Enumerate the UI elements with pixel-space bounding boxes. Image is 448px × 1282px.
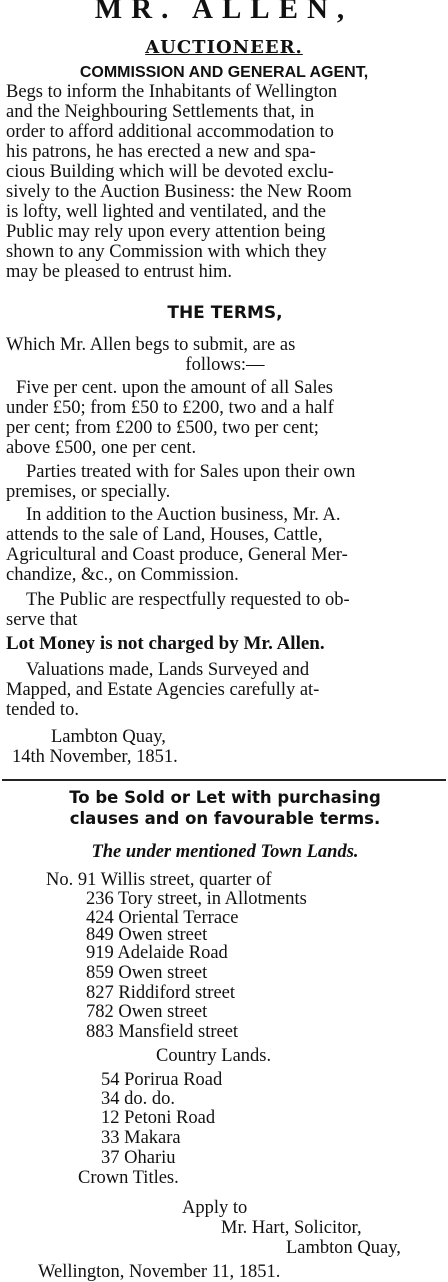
sale-heading-line: clauses and on favourable terms. <box>69 809 381 828</box>
valuations-line: Valuations made, Lands Surveyed and <box>26 660 310 680</box>
terms-line: per cent; from £200 to £500, two per cent; <box>6 418 319 438</box>
intro-line: sively to the Auction Business: the New Room <box>6 182 352 202</box>
intro-line: may be pleased to entrust him. <box>6 262 233 282</box>
valuations-line: tended to. <box>6 700 79 720</box>
list-item: 782 Owen street <box>86 1002 208 1022</box>
list-item: 849 Owen street <box>86 925 208 945</box>
terms-line: premises, or specially. <box>6 482 171 502</box>
terms-intro-line: follows:— <box>185 355 265 375</box>
list-item: 424 Oriental Terrace <box>86 908 239 928</box>
terms-line: attends to the sale of Land, Houses, Cattle, <box>6 525 323 545</box>
terms-heading: THE TERMS, <box>167 303 283 323</box>
sale-heading-line: To be Sold or Let with purchasing <box>69 788 381 807</box>
intro-line: Begs to inform the Inhabitants of Wellington <box>6 82 338 102</box>
intro-line: and the Neighbouring Settlements that, in <box>6 102 315 122</box>
list-item: 859 Owen street <box>86 963 208 983</box>
occupation-title: AUCTIONEER. <box>145 37 303 58</box>
terms-line: above £500, one per cent. <box>6 438 197 458</box>
intro-line: order to afford additional accommodation to <box>6 122 334 142</box>
lot-money-notice: Lot Money is not charged by Mr. Allen. <box>6 634 325 654</box>
list-item: 883 Mansfield street <box>86 1022 239 1042</box>
terms-intro-line: Which Mr. Allen begs to submit, are as <box>6 335 296 355</box>
crown-titles-note: Crown Titles. <box>78 1168 179 1188</box>
apply-address: Lambton Quay, <box>286 1238 401 1258</box>
terms-line: chandize, &c., on Commission. <box>6 565 239 585</box>
list-item: 919 Adelaide Road <box>86 943 228 963</box>
terms-line: Agricultural and Coast produce, General Mer- <box>6 545 348 565</box>
terms-line: under £50; from £50 to £200, two and a half <box>6 398 334 418</box>
list-item: 827 Riddiford street <box>86 983 236 1003</box>
section-divider <box>2 779 446 781</box>
list-item: 12 Petoni Road <box>101 1108 216 1128</box>
town-lands-heading: The under mentioned Town Lands. <box>91 842 359 862</box>
intro-line: cious Building which will be devoted exclu- <box>6 162 334 182</box>
list-item: 34 do. do. <box>101 1089 175 1109</box>
intro-line: is lofty, well lighted and ventilated, and the <box>6 202 326 222</box>
advertiser-name: MR. ALLEN, <box>94 0 354 25</box>
list-item: 33 Makara <box>101 1128 181 1148</box>
apply-agent: Mr. Hart, Solicitor, <box>221 1218 362 1238</box>
terms-line: serve that <box>6 610 78 630</box>
intro-line: Public may rely upon every attention being <box>6 222 326 242</box>
terms-line: The Public are respectfully requested to ob- <box>26 590 350 610</box>
apply-to: Apply to <box>182 1198 248 1218</box>
signoff-date: 14th November, 1851. <box>12 747 178 767</box>
terms-line: In addition to the Auction business, Mr. A. <box>26 505 341 525</box>
country-lands-heading: Country Lands. <box>156 1046 272 1066</box>
signoff-final: Wellington, November 11, 1851. <box>38 1262 281 1282</box>
terms-line: Parties treated with for Sales upon their own <box>26 462 356 482</box>
signoff-place: Lambton Quay, <box>51 727 166 747</box>
terms-line: Five per cent. upon the amount of all Sales <box>16 378 333 398</box>
valuations-line: Mapped, and Estate Agencies carefully at- <box>6 680 320 700</box>
intro-line: shown to any Commission with which they <box>6 242 327 262</box>
list-item: No. 91 Willis street, quarter of <box>46 870 272 890</box>
list-item: 54 Porirua Road <box>101 1070 223 1090</box>
role-title: COMMISSION AND GENERAL AGENT, <box>79 64 369 81</box>
intro-line: his patrons, he has erected a new and spa- <box>6 142 316 162</box>
list-item: 236 Tory street, in Allotments <box>86 889 307 909</box>
list-item: 37 Ohariu <box>101 1148 176 1168</box>
